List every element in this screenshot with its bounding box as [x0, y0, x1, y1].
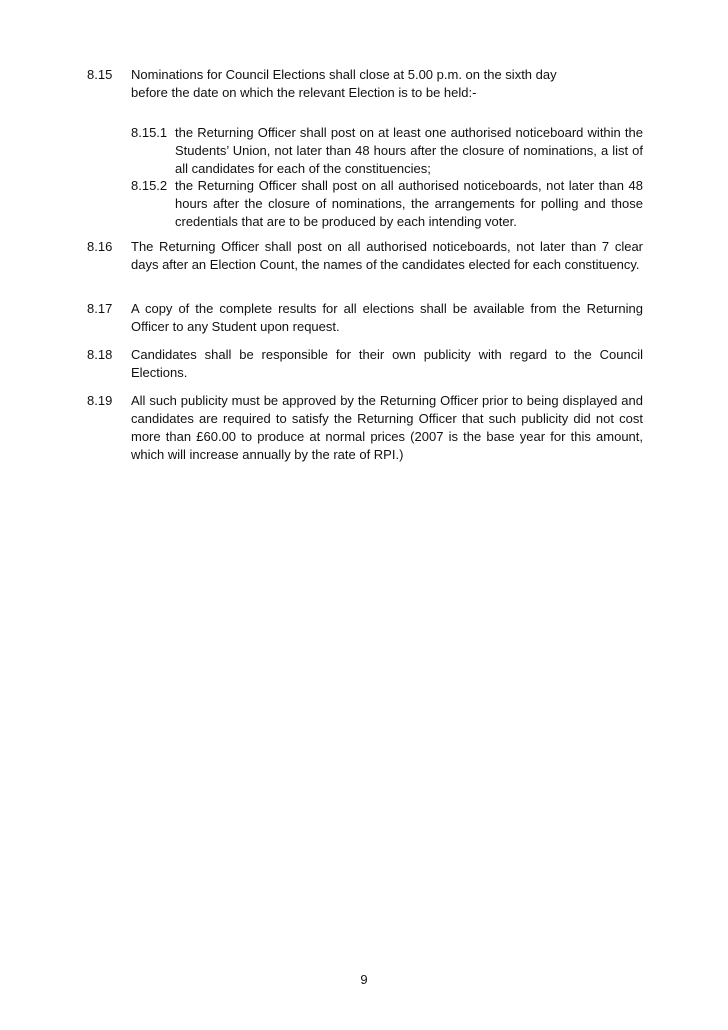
- subclause-text: the Returning Officer shall post on all authorised noticeboards, not later than 48 hours after the closure of nominations, the arrangements for polling and those credentials that are to be produced by each intending voter.: [175, 178, 643, 229]
- subclause-8-15-2: [131, 177, 643, 231]
- clause-text-line: Nominations for Council Elections shall close at 5.00 p.m. on the sixth day: [131, 67, 557, 82]
- clause-text: [131, 66, 643, 102]
- clause-number: 8.17: [87, 301, 113, 316]
- clause-text: The Returning Officer shall post on all authorised noticeboards, not later than 7 clear days after an Election Count, the names of the candidates elected for each constituency.: [131, 239, 643, 272]
- clause-text: All such publicity must be approved by the Returning Officer prior to being displayed and candidates are required to satisfy the Returning Officer that such publicity did not cost more than £60.00 to produce at normal prices (2007 is the base year for this amount, which will increase annually by the rate of RPI.): [131, 393, 643, 462]
- clause-text: A copy of the complete results for all elections shall be available from the Returning Officer to any Student upon request.: [131, 301, 643, 334]
- subclause-8-15-1: [131, 124, 643, 178]
- clause-8-18: [87, 346, 643, 382]
- clause-8-15: [87, 66, 643, 102]
- clause-text-line: before the date on which the relevant Election is to be held:-: [131, 85, 477, 100]
- subclause-text: the Returning Officer shall post on at least one authorised noticeboard within the Students’ Union, not later than 48 hours after the closure of nominations, a list of all candidates for each of the constituencies;: [175, 125, 643, 176]
- clause-number: 8.15: [87, 67, 113, 82]
- clause-8-19: [87, 392, 643, 464]
- clause-number: 8.19: [87, 393, 113, 408]
- clause-number: 8.16: [87, 239, 113, 254]
- clause-8-16: [87, 238, 643, 274]
- subclause-number: 8.15.2: [131, 178, 168, 193]
- subclause-number: 8.15.1: [131, 125, 168, 140]
- page-number: 9: [360, 972, 368, 987]
- clause-8-17: [87, 300, 643, 336]
- clause-text: Candidates shall be responsible for their own publicity with regard to the Council Elections.: [131, 347, 643, 380]
- clause-number: 8.18: [87, 347, 113, 362]
